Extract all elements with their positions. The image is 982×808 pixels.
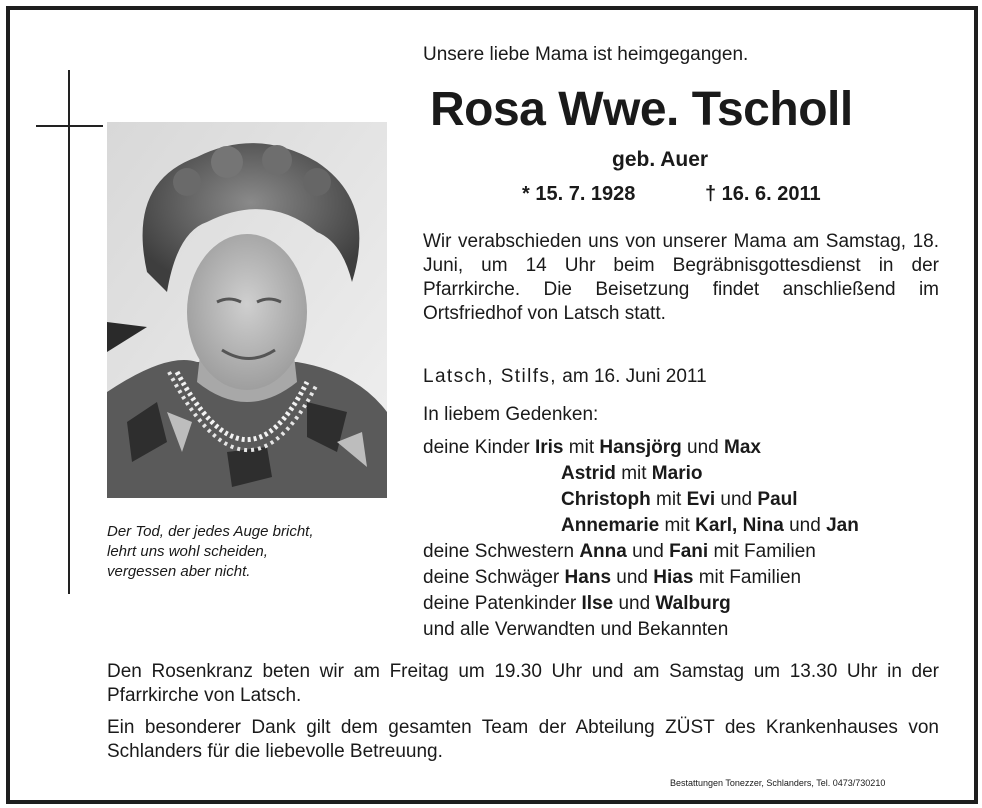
thanks-text: Ein besonderer Dank gilt dem gesamten Team der Abteilung ZÜST des Krankenhauses von Schlanders für die liebevolle Betreuung. — [107, 717, 939, 762]
relatives-row: und alle Verwandten und Bekannten — [423, 619, 729, 640]
maiden-name: geb. Auer — [612, 148, 709, 171]
brothers-in-law-row: deine Schwäger Hans und Hias mit Familien — [423, 567, 802, 588]
intro-line: Unsere liebe Mama ist heimgegangen. — [423, 44, 749, 65]
quote-line-3: vergessen aber nicht. — [107, 563, 251, 580]
cross-vertical-bar — [68, 70, 70, 594]
children-row-2: Astrid mit Mario — [561, 463, 703, 484]
children-row-1: deine Kinder Iris mit Hansjörg und Max — [423, 437, 761, 458]
cross-horizontal-bar — [36, 125, 103, 127]
rosary-text: Den Rosenkranz beten wir am Freitag um 19.30 Uhr und am Samstag um 13.30 Uhr in der Pfarrkirche von Latsch. — [107, 661, 939, 706]
place-date-line — [423, 366, 707, 388]
date: am 16. Juni 2011 — [562, 366, 707, 387]
portrait-photo — [107, 122, 387, 498]
quote-line-2: lehrt uns wohl scheiden, — [107, 543, 268, 560]
place: Latsch, Stilfs, — [423, 366, 557, 387]
sisters-row: deine Schwestern Anna und Fani mit Familien — [423, 541, 816, 562]
deceased-name: Rosa Wwe. Tscholl — [430, 83, 853, 136]
children-row-4: Annemarie mit Karl, Nina und Jan — [561, 515, 859, 536]
quote-line-1: Der Tod, der jedes Auge bricht, — [107, 523, 314, 540]
quote — [107, 522, 397, 582]
ceremony-text: Wir verabschieden uns von unserer Mama am Samstag, 18. Juni, um 14 Uhr beim Begräbnisgottesdienst in der Pfarrkirche. Die Beisetzung findet anschließend im Ortsfriedhof von Latsch statt. — [423, 231, 939, 324]
birth-date: * 15. 7. 1928 — [522, 183, 636, 205]
godchildren-row: deine Patenkinder Ilse und Walburg — [423, 593, 731, 614]
children-row-3: Christoph mit Evi und Paul — [561, 489, 798, 510]
death-date: † 16. 6. 2011 — [705, 183, 821, 205]
funeral-home-footer: Bestattungen Tonezzer, Schlanders, Tel. 0473/730210 — [670, 778, 886, 788]
memory-heading: In liebem Gedenken: — [423, 404, 599, 425]
